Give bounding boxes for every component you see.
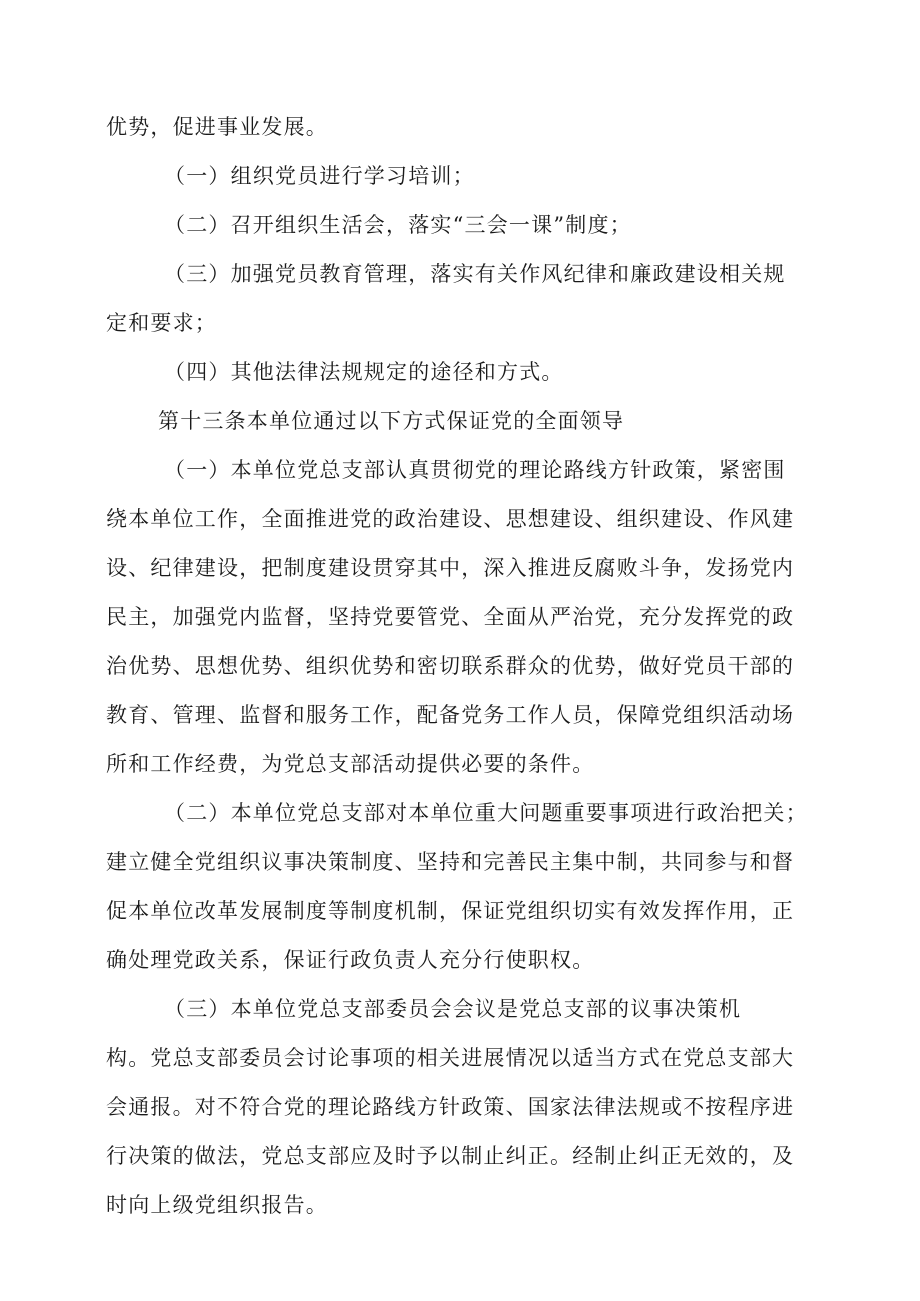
paragraph-line: 优势，促进事业发展。 bbox=[106, 115, 328, 139]
clause-2-line: （二）本单位党总支部对本单位重大问题重要事项进行政治把关； bbox=[164, 801, 808, 825]
paragraph-line: 促本单位改革发展制度等制度机制，保证党组织切实有效发挥作用，正 bbox=[106, 899, 795, 923]
paragraph-line: 民主，加强党内监督，坚持党要管党、全面从严治党，充分发挥党的政 bbox=[106, 605, 795, 629]
clause-1-line: （一）本单位党总支部认真贯彻党的理论路线方针政策，紧密围 bbox=[164, 458, 786, 482]
paragraph-line: 教育、管理、监督和服务工作，配备党务工作人员，保障党组织活动场 bbox=[106, 703, 795, 727]
list-item-1: （一）组织党员进行学习培训； bbox=[164, 164, 475, 188]
paragraph-line: 确处理党政关系，保证行政负责人充分行使职权。 bbox=[106, 948, 595, 972]
list-item-2: （二）召开组织生活会，落实“三会一课”制度； bbox=[164, 213, 632, 237]
paragraph-line: 行决策的做法，党总支部应及时予以制止纠正。经制止纠正无效的，及 bbox=[106, 1144, 795, 1168]
document-page bbox=[106, 103, 822, 1230]
paragraph-line: 治优势、思想优势、组织优势和密切联系群众的优势，做好党员干部的 bbox=[106, 654, 795, 678]
paragraph-line: 构。党总支部委员会讨论事项的相关进展情况以适当方式在党总支部大 bbox=[106, 1046, 795, 1070]
list-item-3: （三）加强党员教育管理，落实有关作风纪律和廉政建设相关规 bbox=[164, 262, 786, 286]
paragraph-line: 定和要求； bbox=[106, 311, 217, 335]
clause-3-line: （三）本单位党总支部委员会会议是党总支部的议事决策机 bbox=[164, 997, 742, 1021]
paragraph-line: 时向上级党组织报告。 bbox=[106, 1193, 328, 1217]
paragraph-line: 设、纪律建设，把制度建设贯穿其中，深入推进反腐败斗争，发扬党内 bbox=[106, 556, 795, 580]
list-item-4: （四）其他法律法规规定的途径和方式。 bbox=[164, 360, 564, 384]
paragraph-line: 所和工作经费，为党总支部活动提供必要的条件。 bbox=[106, 752, 595, 776]
article-heading: 第十三条本单位通过以下方式保证党的全面领导 bbox=[158, 409, 625, 433]
paragraph-line: 绕本单位工作，全面推进党的政治建设、思想建设、组织建设、作风建 bbox=[106, 507, 795, 531]
paragraph-line: 建立健全党组织议事决策制度、坚持和完善民主集中制，共同参与和督 bbox=[106, 850, 795, 874]
paragraph-line: 会通报。对不符合党的理论路线方针政策、国家法律法规或不按程序进 bbox=[106, 1095, 795, 1119]
